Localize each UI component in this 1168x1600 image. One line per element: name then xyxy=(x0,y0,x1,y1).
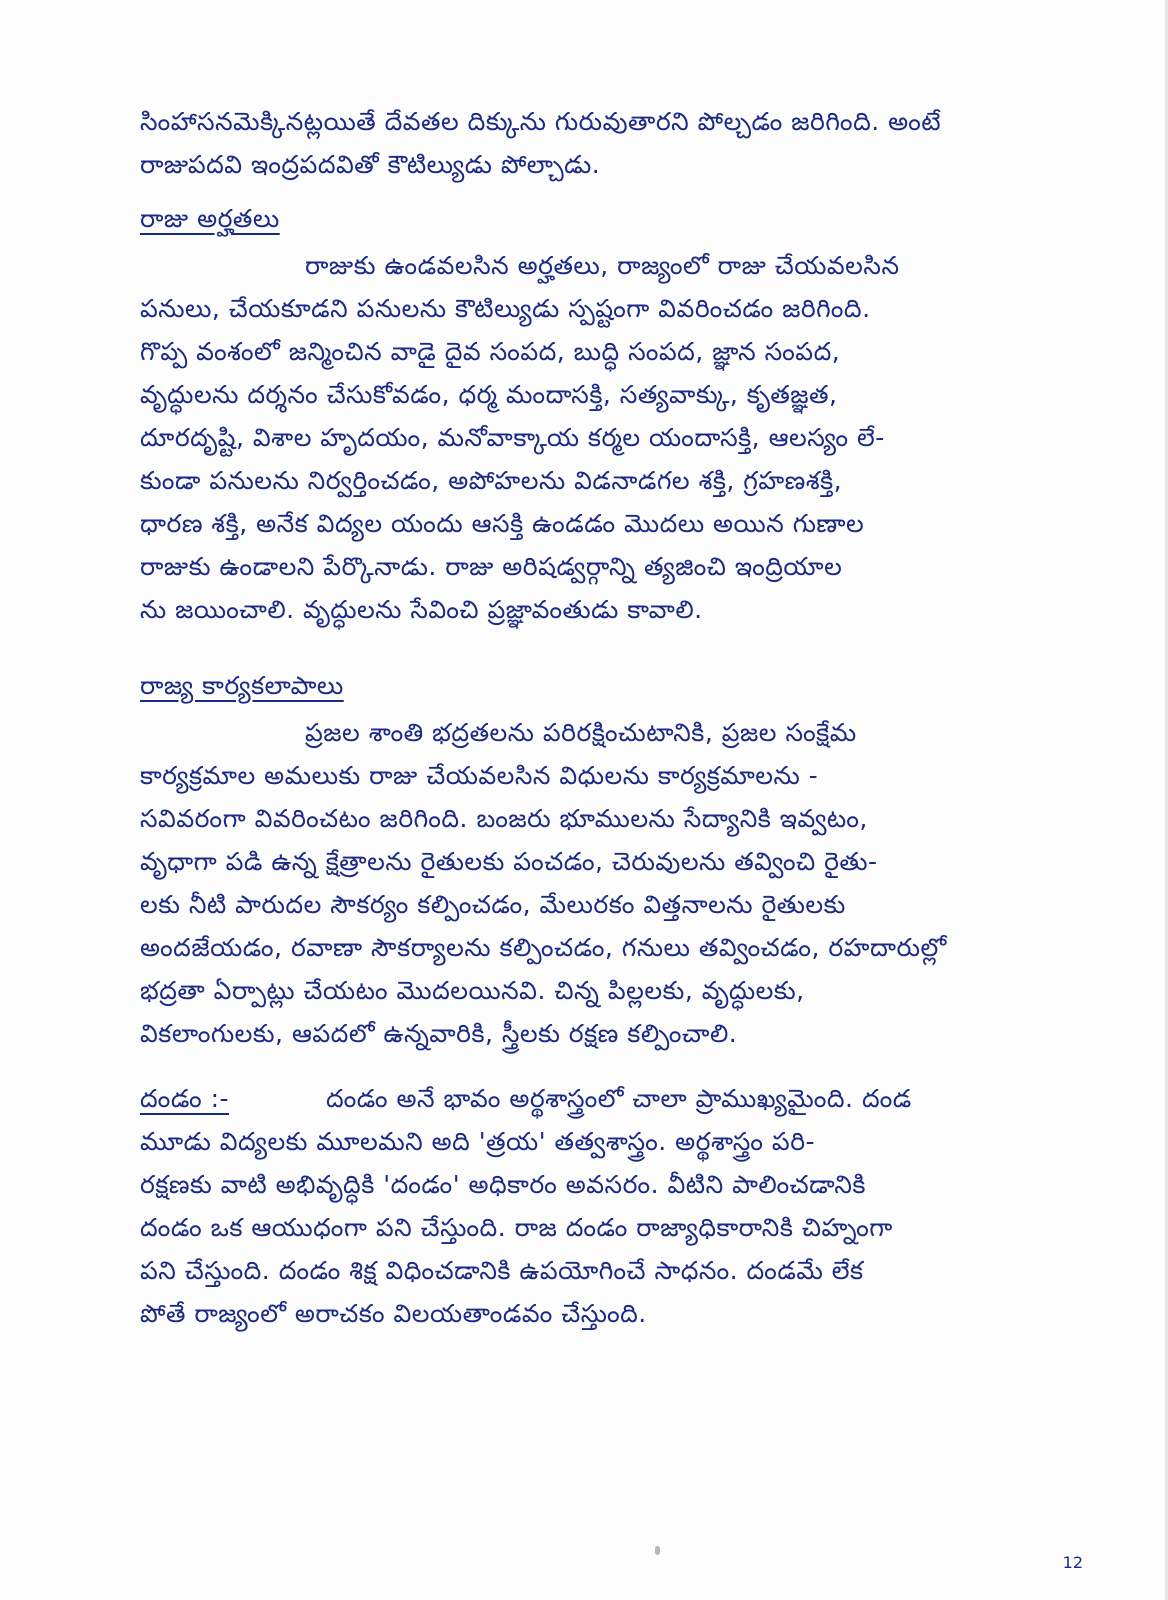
section-heading: దండం :- xyxy=(140,1084,230,1113)
text-line: అందజేయడం, రవాణా సౌకర్యాలను కల్పించడం, గనులు తవ్వించడం, రహదారుల్లో xyxy=(140,933,947,962)
text-line: దూరదృష్టి, విశాల హృదయం, మనోవాక్కాయ కర్మల యందాసక్తి, ఆలస్యం లే- xyxy=(140,423,885,452)
text-line: లకు నీటి పారుదల సౌకర్యం కల్పించడం, మేలురకం విత్తనాలను రైతులకు xyxy=(140,890,846,919)
text-line: రాజుకు ఉండవలసిన అర్హతలు, రాజ్యంలో రాజు చేయవలసిన xyxy=(305,251,900,280)
text-line: పని చేస్తుంది. దండం శిక్ష విధించడానికి ఉపయోగించే సాధనం. దండమే లేక xyxy=(140,1256,864,1285)
text-line: దండం ఒక ఆయుధంగా పని చేస్తుంది. రాజ దండం రాజ్యాధికారానికి చిహ్నంగా xyxy=(140,1213,893,1242)
page-number: 12 xyxy=(1062,1553,1083,1572)
section-heading: రాజు అర్హతలు xyxy=(140,204,280,233)
paragraph-gap xyxy=(140,631,1070,653)
text-line: ను జయించాలి. వృద్ధులను సేవించి ప్రజ్ఞావంతుడు కావాలి. xyxy=(140,595,703,624)
text-line: వికలాంగులకు, ఆపదలో ఉన్నవారికి, స్త్రీలకు రక్షణ కల్పించాలి. xyxy=(140,1019,738,1048)
text-line: గొప్ప వంశంలో జన్మించిన వాడై దైవ సంపద, బుద్ధి సంపద, జ్ఞాన సంపద, xyxy=(140,337,841,366)
section-heading: రాజ్య కార్యకలాపాలు xyxy=(140,671,344,700)
paragraph-1 xyxy=(140,100,1070,186)
text-line: దండం అనే భావం అర్థశాస్త్రంలో చాలా ప్రాముఖ్యమైంది. దండ xyxy=(325,1084,912,1113)
section-state-activities xyxy=(140,653,1070,1055)
text-line: పోతే రాజ్యంలో అరాచకం విలయతాండవం చేస్తుంది. xyxy=(140,1299,647,1328)
paragraph-gap xyxy=(140,1055,1070,1077)
page-body xyxy=(140,100,1070,1335)
text-line: వృద్ధులను దర్శనం చేసుకోవడం, ధర్మ మందాసక్తి, సత్యవాక్కు, కృతజ్ఞత, xyxy=(140,380,838,409)
text-line: సింహాసనమెక్కినట్లయితే దేవతల దిక్కును గురువుతారని పోల్చడం జరిగింది. అంటే xyxy=(140,107,942,136)
text-line: ప్రజల శాంతి భద్రతలను పరిరక్షించుటానికి, ప్రజల సంక్షేమ xyxy=(305,718,857,747)
section-first-line xyxy=(140,1077,1070,1120)
text-line: భద్రతా ఏర్పాట్లు చేయటం మొదలయినవి. చిన్న పిల్లలకు, వృద్ధులకు, xyxy=(140,976,805,1005)
ink-smudge xyxy=(655,1546,660,1555)
text-line: కుండా పనులను నిర్వర్తించడం, అపోహలను విడనాడగల శక్తి, గ్రహణశక్తి, xyxy=(140,466,843,495)
text-line: రక్షణకు వాటి అభివృద్ధికి 'దండం' అధికారం అవసరం. వీటిని పాలించడానికి xyxy=(140,1170,866,1199)
text-line: సవివరంగా వివరించటం జరిగింది. బంజరు భూములను సేద్యానికి ఇవ్వటం, xyxy=(140,804,868,833)
section-danda xyxy=(140,1077,1070,1335)
text-line: వృధాగా పడి ఉన్న క్షేత్రాలను రైతులకు పంచడం, చెరువులను తవ్వించి రైతు- xyxy=(140,847,878,876)
text-line: కార్యక్రమాల అమలుకు రాజు చేయవలసిన విధులను కార్యక్రమాలను - xyxy=(140,761,819,790)
text-line: ధారణ శక్తి, అనేక విద్యల యందు ఆసక్తి ఉండడం మొదలు అయిన గుణాల xyxy=(140,509,865,538)
section-king-qualifications xyxy=(140,186,1070,631)
text-line: రాజుపదవి ఇంద్రపదవితో కౌటిల్యుడు పోల్చాడు. xyxy=(140,150,601,179)
text-line: మూడు విద్యలకు మూలమని అది 'త్రయ' తత్వశాస్త్రం. అర్థశాస్త్రం పరి- xyxy=(140,1127,816,1156)
text-line: రాజుకు ఉండాలని పేర్కొనాడు. రాజు అరిషడ్వర్గాన్ని త్యజించి ఇంద్రియాల xyxy=(140,552,843,581)
text-line: పనులు, చేయకూడని పనులను కౌటిల్యుడు స్పష్టంగా వివరించడం జరిగింది. xyxy=(140,294,871,323)
